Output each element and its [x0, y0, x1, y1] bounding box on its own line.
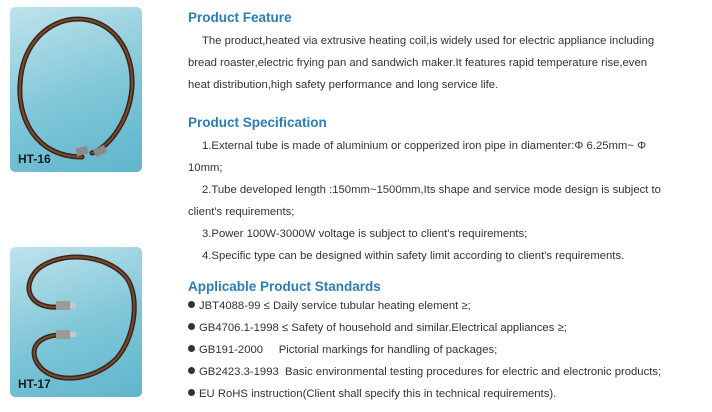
standard-text: GB191-2000 Pictorial markings for handling of packages;: [199, 344, 498, 356]
standard-text: GB4706.1-1998 ≤ Safety of household and similar.Electrical appliances ≥;: [199, 322, 567, 334]
standard-item: [188, 300, 471, 312]
section-heading-standards: Applicable Product Standards: [188, 279, 381, 294]
standard-item: [188, 344, 497, 356]
section-heading-specification: Product Specification: [188, 115, 327, 130]
bullet-icon: [188, 301, 195, 308]
spec-line: 10mm;: [188, 162, 223, 174]
standard-text: EU RoHS instruction(Client shall specify this in technical requirements).: [199, 388, 557, 400]
product-photo-ht17: [10, 247, 142, 397]
feature-line: heat distribution,high safety performance and long service life.: [188, 79, 499, 91]
section-heading-feature: Product Feature: [188, 10, 292, 25]
standard-item: [188, 388, 556, 400]
spec-line: 4.Specific type can be designed within safety limit according to client's requirements.: [202, 250, 625, 262]
spec-line: client's requirements;: [188, 206, 295, 218]
heating-coil-illustration: [10, 7, 142, 172]
model-label: HT-17: [18, 377, 51, 391]
bullet-icon: [188, 323, 195, 330]
heating-coil-illustration: [10, 247, 142, 397]
standard-item: [188, 322, 567, 334]
model-label: HT-16: [18, 152, 51, 166]
feature-line: The product,heated via extrusive heating coil,is widely used for electric appliance including: [202, 35, 655, 47]
product-photo-ht16: [10, 7, 142, 172]
feature-line: bread roaster,electric frying pan and sandwich maker.It features rapid temperature rise,even: [188, 57, 648, 69]
standard-item: [188, 366, 661, 378]
standard-text: JBT4088-99 ≤ Daily service tubular heating element ≥;: [199, 300, 471, 312]
bullet-icon: [188, 389, 195, 396]
spec-line: 2.Tube developed length :150mm~1500mm,Its shape and service mode design is subject to: [202, 184, 661, 196]
bullet-icon: [188, 345, 195, 352]
standard-text: GB2423.3-1993 Basic environmental testing procedures for electric and electronic products;: [199, 366, 662, 378]
spec-line: 3.Power 100W-3000W voltage is subject to client's requirements;: [202, 228, 528, 240]
bullet-icon: [188, 367, 195, 374]
spec-line: 1.External tube is made of aluminium or copperized iron pipe in diamenter:Φ 6.25mm~ Φ: [202, 140, 647, 152]
